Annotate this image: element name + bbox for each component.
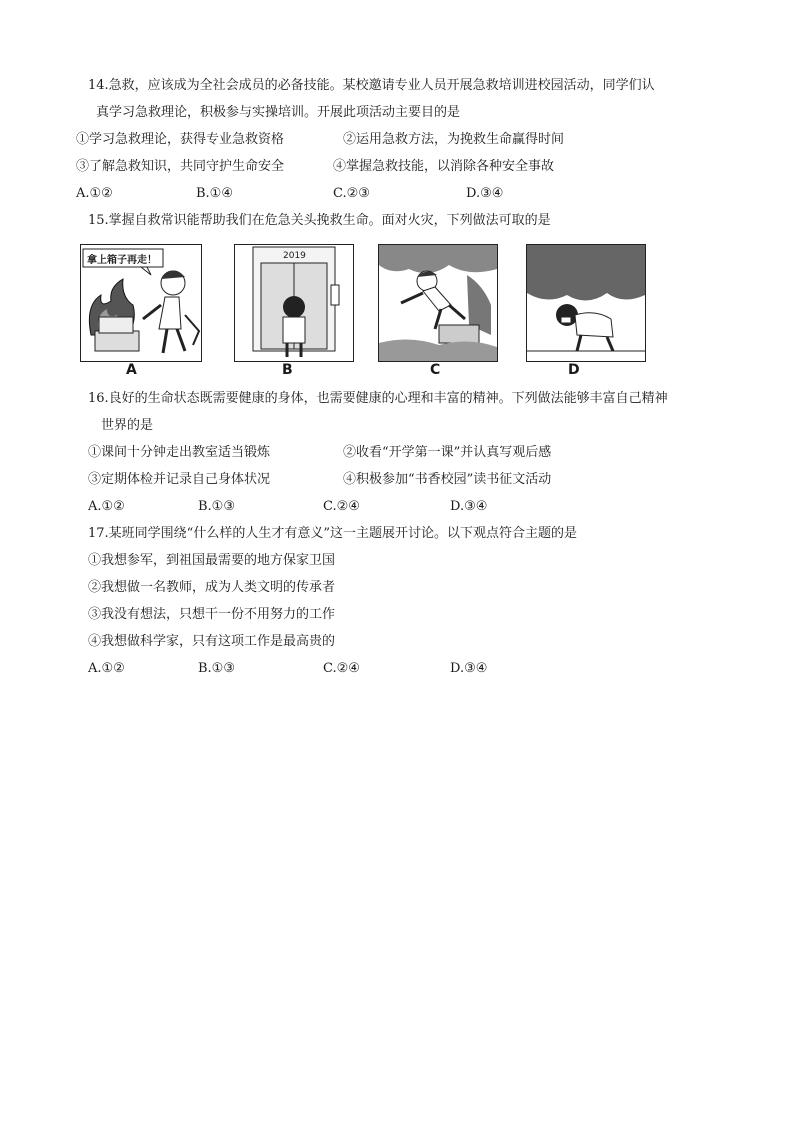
q15-picture-label-c: C xyxy=(430,362,441,378)
q14-option-d[interactable]: D.③④ xyxy=(466,186,504,201)
q15-picture-label-b: B xyxy=(282,362,293,378)
q14-stem-line1: 14.急救，应该成为全社会成员的必备技能。某校邀请专业人员开展急救培训进校园活动，同学们认 xyxy=(88,78,655,93)
q16-item-3: ③定期体检并记录自己身体状况 xyxy=(88,472,271,487)
q17-item-1: ①我想参军，到祖国最需要的地方保家卫国 xyxy=(88,553,336,568)
q15-picture-b[interactable] xyxy=(234,244,354,362)
q15-picture-label-d: D xyxy=(568,362,580,378)
q14-item-3: ③了解急救知识，共同守护生命安全 xyxy=(76,159,285,174)
q16-option-d[interactable]: D.③④ xyxy=(450,499,488,514)
q17-option-b[interactable]: B.①③ xyxy=(198,661,235,676)
crawling-low-smoke-illustration xyxy=(527,245,645,361)
q17-item-2: ②我想做一名教师，成为人类文明的传承者 xyxy=(88,580,336,595)
q14-item-1: ①学习急救理论，获得专业急救资格 xyxy=(76,132,285,147)
q16-stem-line2: 世界的是 xyxy=(101,418,154,433)
q14-option-a[interactable]: A.①② xyxy=(76,186,113,201)
q16-option-a[interactable]: A.①② xyxy=(88,499,125,514)
q15-picture-a[interactable] xyxy=(80,244,202,362)
q17-stem: 17.某班同学围绕“什么样的人生才有意义”这一主题展开讨论。以下观点符合主题的是 xyxy=(88,526,577,541)
q17-item-4: ④我想做科学家，只有这项工作是最高贵的 xyxy=(88,634,336,649)
q14-option-b[interactable]: B.①④ xyxy=(196,186,233,201)
q16-item-4: ④积极参加“书香校园”读书征文活动 xyxy=(343,472,552,487)
q16-option-b[interactable]: B.①③ xyxy=(198,499,235,514)
q15-picture-d[interactable] xyxy=(526,244,646,362)
q14-item-4: ④掌握急救技能，以消除各种安全事故 xyxy=(333,159,555,174)
q17-option-d[interactable]: D.③④ xyxy=(450,661,488,676)
q17-item-3: ③我没有想法，只想干一份不用努力的工作 xyxy=(88,607,336,622)
q14-option-c[interactable]: C.②③ xyxy=(333,186,370,201)
q15-stem: 15.掌握自救常识能帮助我们在危急关头挽救生命。面对火灾，下列做法可取的是 xyxy=(88,213,551,228)
q16-item-1: ①课间十分钟走出教室适当锻炼 xyxy=(88,445,271,460)
q15-picture-c[interactable] xyxy=(378,244,498,362)
jumping-from-window-illustration xyxy=(379,245,497,361)
q17-option-c[interactable]: C.②④ xyxy=(323,661,360,676)
elevator-floor-sign: 2019 xyxy=(283,251,306,261)
q14-item-2: ②运用急救方法，为挽救生命赢得时间 xyxy=(343,132,565,147)
q17-option-a[interactable]: A.①② xyxy=(88,661,125,676)
q16-item-2: ②收看“开学第一课”并认真写观后感 xyxy=(343,445,552,460)
speech-bubble-text: 拿上箱子再走！ xyxy=(87,255,157,266)
q16-option-c[interactable]: C.②④ xyxy=(323,499,360,514)
elevator-illustration xyxy=(235,245,353,361)
q15-picture-label-a: A xyxy=(126,362,137,378)
q14-stem-line2: 真学习急救理论，积极参与实操培训。开展此项活动主要目的是 xyxy=(96,105,461,120)
q16-stem-line1: 16.良好的生命状态既需要健康的身体，也需要健康的心理和丰富的精神。下列做法能够丰富自己精神 xyxy=(88,391,668,406)
